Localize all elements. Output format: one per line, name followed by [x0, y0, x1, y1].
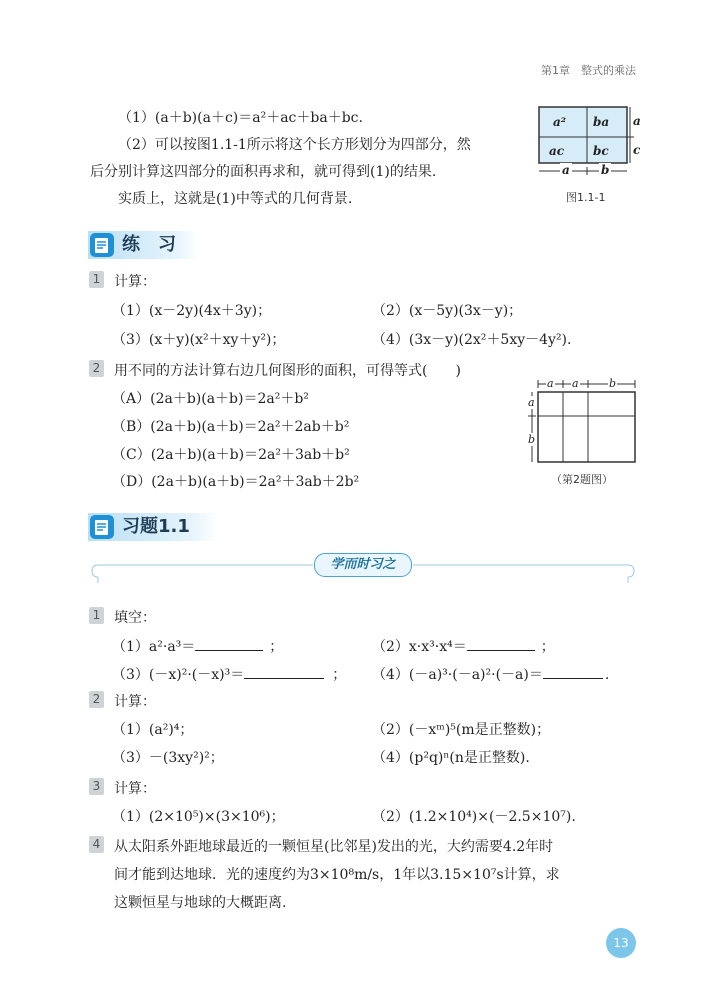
- exercises-q3-number: 3: [89, 778, 104, 795]
- item-end: .: [604, 667, 610, 683]
- exercises-q3-item-2: （2）(1.2×10⁴)×(－2.5×10⁷).: [372, 809, 576, 825]
- item-end: ；: [332, 667, 347, 683]
- exercises-q1-item-1: [112, 636, 283, 656]
- practice-q2-option-c: （C）(2a＋b)(a＋b)＝2a²＋3ab＋b²: [112, 447, 350, 463]
- answer-blank[interactable]: [543, 678, 603, 679]
- exercises-q1-number: 1: [89, 607, 104, 624]
- exercises-q2-number: 2: [89, 691, 104, 708]
- practice-q2-option-b: （B）(2a＋b)(a＋b)＝2a²＋2ab＋b²: [112, 419, 350, 435]
- fig2-side-b: b: [528, 433, 536, 446]
- exercises-heading: [88, 513, 218, 541]
- practice-q2-label: 用不同的方法计算右边几何图形的面积，可得等式( ): [114, 363, 461, 379]
- practice-q2-option-d: （D）(2a＋b)(a＋b)＝2a²＋3ab＋2b²: [112, 474, 360, 490]
- exercises-q1-item-2: [372, 636, 555, 656]
- fig2-caption: （第2题图）: [551, 473, 613, 486]
- item-end: ；: [540, 639, 555, 655]
- exercises-q4-line-3: 这颗恒星与地球的大概距离.: [114, 895, 287, 911]
- exercises-q4-number: 4: [89, 836, 104, 853]
- exercises-q1-item-3: [112, 664, 346, 684]
- item-text: （1）a²·a³＝: [112, 639, 196, 655]
- banner-label: 学而时习之: [314, 553, 412, 577]
- fig2-top-b: b: [609, 377, 617, 390]
- intro-line-4: 实质上，这就是(1)中等式的几何背景.: [118, 191, 353, 207]
- fig1-bottom-b: b: [601, 163, 610, 177]
- fig1-side-a: a: [633, 114, 641, 128]
- practice-q1-item-1: （1）(x－2y)(4x＋3y)；: [112, 303, 272, 319]
- intro-line-1: （1）(a＋b)(a＋c)＝a²＋ac＋ba＋bc.: [118, 110, 363, 126]
- fig1-cell-ac: ac: [549, 144, 565, 158]
- exercises-q2-item-4: （4）(p²q)ⁿ(n是正整数).: [372, 750, 530, 766]
- figure-1-1: [532, 103, 642, 181]
- practice-q2-number: 2: [89, 360, 104, 377]
- item-text: （4）(－a)³·(－a)²·(－a)＝: [372, 667, 543, 683]
- intro-line-3: 后分别计算这四部分的面积再求和，就可得到(1)的结果.: [90, 164, 437, 180]
- fig2-side-a: a: [528, 396, 535, 409]
- notebook-icon: [88, 231, 116, 259]
- answer-blank[interactable]: [195, 650, 263, 651]
- item-text: （2）x·x³·x⁴＝: [372, 639, 467, 655]
- exercises-q2-label: 计算：: [114, 694, 156, 710]
- fig1-caption: 图1.1-1: [566, 191, 606, 204]
- fig1-cell-bc: bc: [593, 144, 609, 158]
- exercises-q2-item-3: （3）－(3xy²)²；: [112, 750, 224, 766]
- practice-q1-number: 1: [89, 271, 104, 288]
- page-number: 13: [606, 928, 636, 958]
- practice-q1-item-3: （3）(x＋y)(x²＋xy＋y²)；: [112, 332, 286, 348]
- exercises-q1-label: 填空：: [114, 610, 156, 626]
- answer-blank[interactable]: [467, 650, 535, 651]
- notebook-icon: [88, 513, 116, 541]
- exercises-q4-line-1: 从太阳系外距地球最近的一颗恒星(比邻星)发出的光，大约需要4.2年时: [114, 839, 554, 855]
- exercises-q2-item-2: （2）(－xᵐ)⁵(m是正整数)；: [372, 722, 551, 738]
- practice-q1-label: 计算：: [114, 274, 156, 290]
- practice-title: 练 习: [122, 234, 176, 255]
- exercises-q3-item-1: （1）(2×10⁵)×(3×10⁶)；: [112, 809, 285, 825]
- practice-heading: [88, 231, 198, 259]
- fig2-top-a1: a: [547, 377, 554, 390]
- practice-q2-option-a: （A）(2a＋b)(a＋b)＝2a²＋b²: [112, 391, 309, 407]
- fig2-top-a2: a: [572, 377, 579, 390]
- answer-blank[interactable]: [244, 678, 324, 679]
- intro-line-2: （2）可以按图1.1-1所示将这个长方形划分为四部分，然: [118, 137, 471, 153]
- exercises-title: 习题1.1: [122, 516, 190, 537]
- fig1-cell-a2: a²: [553, 115, 567, 129]
- exercises-q4-line-2: 间才能到达地球．光的速度约为3×10⁸m/s，1年以3.15×10⁷s计算，求: [114, 867, 560, 883]
- item-text: （3）(－x)²·(－x)³＝: [112, 667, 245, 683]
- running-header: 第1章 整式的乘法: [541, 64, 636, 77]
- exercises-q3-label: 计算：: [114, 781, 156, 797]
- fig1-side-c: c: [633, 143, 641, 157]
- exercises-q1-item-4: [372, 664, 609, 684]
- practice-q1-item-4: （4）(3x－y)(2x²＋5xy－4y²).: [372, 332, 572, 348]
- exercises-q2-item-1: （1）(a²)⁴；: [112, 722, 194, 738]
- fig1-bottom-a: a: [562, 163, 570, 177]
- practice-q1-item-2: （2）(x－5y)(3x－y)；: [372, 303, 523, 319]
- fig1-cell-ba: ba: [593, 115, 610, 129]
- figure-q2: [525, 378, 641, 466]
- item-end: ；: [269, 639, 284, 655]
